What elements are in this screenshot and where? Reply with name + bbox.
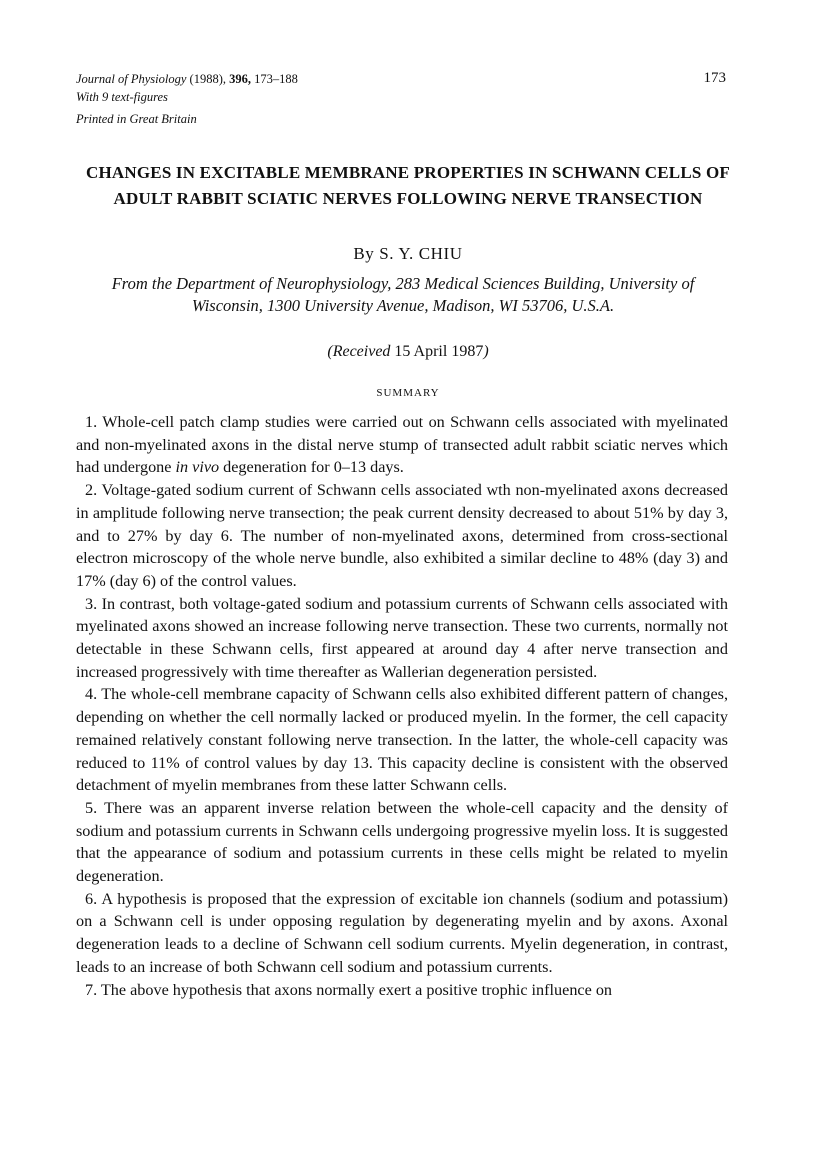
summary-paragraph-7: 7. The above hypothesis that axons normally exert a positive trophic influence on (85, 980, 613, 999)
received-date-line (0, 343, 816, 361)
journal-citation (76, 70, 298, 128)
summary-body (76, 411, 728, 1001)
author-affiliation: From the Department of Neurophysiology, 283 Medical Sciences Building, University of Wisconsin, 1300 University Avenue, Madison, WI 53706, U.S.A. (111, 274, 695, 315)
figure-count: With 9 text-figures (76, 90, 168, 104)
summary-paragraph-3: 3. In contrast, both voltage-gated sodium and potassium currents of Schwann cells associated with myelinated axons showed an increase following nerve transection. These two currents, normally not detectable in these Schwann cells, first appeared at around day 4 after nerve transection and increased progressively with time thereafter as Wallerian degeneration persisted. (76, 594, 728, 681)
summary-p1-italic: in vivo (175, 458, 220, 477)
journal-year: (1988), (189, 72, 226, 86)
journal-volume: 396, (229, 72, 251, 86)
page-number: 173 (703, 70, 726, 86)
summary-p1-text-b: degeneration for 0–13 days. (223, 458, 404, 477)
article-title: CHANGES IN EXCITABLE MEMBRANE PROPERTIES IN SCHWANN CELLS OF ADULT RABBIT SCIATIC NERVES FOLLOWING NERVE TRANSECTION (86, 163, 730, 208)
printed-location: Printed in Great Britain (76, 112, 197, 126)
summary-paragraph-2: 2. Voltage-gated sodium current of Schwann cells associated wth non-myelinated axons decreased in amplitude following nerve transection; the peak current density decreased to about 51% by day 3, and to 27% by day 6. The number of non-myelinated axons, determined from cross-sectional electron microscopy of the whole nerve bundle, also exhibited a similar decline to 48% (day 3) and 17% (day 6) of the control values. (76, 481, 728, 590)
summary-heading: SUMMARY (376, 387, 440, 399)
article-author: By S. Y. CHIU (353, 244, 463, 263)
received-close: ) (483, 343, 489, 360)
summary-paragraph-5: 5. There was an apparent inverse relation between the whole-cell capacity and the density of sodium and potassium currents in Schwann cells undergoing progressive myelin loss. It is suggested that the appearance of sodium and potassium currents in these cells might be related to myelin degeneration. (76, 798, 728, 886)
received-date: 15 April 1987 (394, 343, 484, 360)
received-label: (Received (327, 343, 391, 360)
journal-pages: 173–188 (254, 72, 298, 86)
summary-paragraph-4: 4. The whole-cell membrane capacity of Schwann cells also exhibited different pattern of changes, depending on whether the cell normally lacked or produced myelin. In the former, the cell capacity remained relatively constant following nerve transection. In the latter, the whole-cell capacity was reduced to 11% of control values by day 13. This capacity decline is consistent with the observed detachment of myelin membranes from these latter Schwann cells. (76, 685, 728, 795)
summary-p1-text-a: 1. Whole-cell patch clamp studies were carried out on Schwann cells associated with myelinated and non-myelinated axons in the distal nerve stump of transected adult rabbit sciatic nerves which had undergone (76, 413, 728, 477)
journal-name: Journal of Physiology (76, 72, 187, 86)
summary-paragraph-1 (76, 411, 728, 479)
summary-paragraph-6: 6. A hypothesis is proposed that the expression of excitable ion channels (sodium and potassium) on a Schwann cell is under opposing regulation by degenerating myelin and by axons. Axonal degeneration leads to a decline of Schwann cell sodium currents. Myelin degeneration, in contrast, leads to an increase of both Schwann cell sodium and potassium currents. (76, 889, 728, 976)
